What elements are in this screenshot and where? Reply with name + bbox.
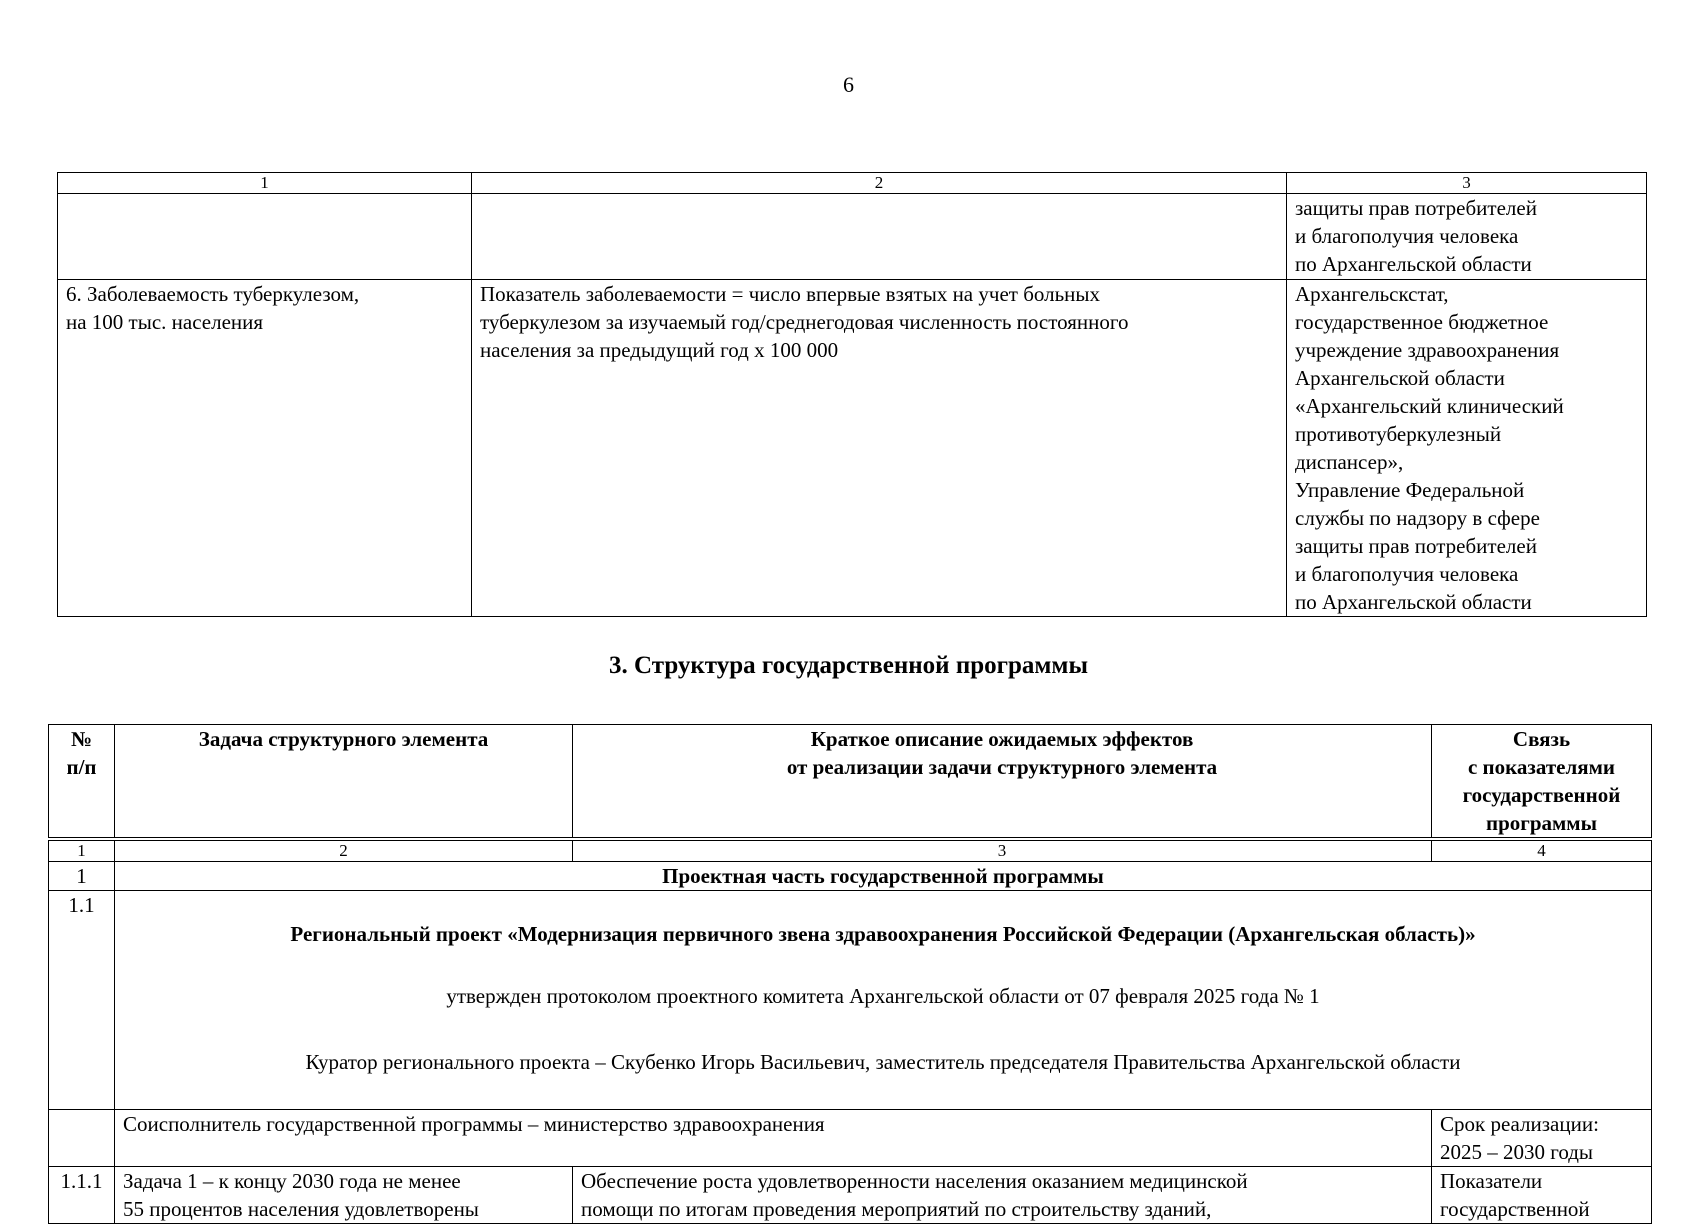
column-number: 3 [1287, 173, 1647, 194]
row-number: 1.1 [49, 891, 115, 1110]
coexecutor-cell: Соисполнитель государственной программы – министерство здравоохранения [115, 1110, 1432, 1167]
method-cell [472, 194, 1287, 280]
regional-project-curator: Куратор регионального проекта – Скубенко Игорь Васильевич, заместитель председателя Правительства Архангельской области [305, 1050, 1461, 1074]
page-number: 6 [843, 72, 854, 97]
column-number: 2 [115, 841, 573, 862]
column-number: 2 [472, 173, 1287, 194]
indicators-table-continued [57, 172, 1647, 617]
regional-project-row [49, 891, 1652, 1110]
regional-project-title: Региональный проект «Модернизация первичного звена здравоохранения Российской Федерации (Архангельская область)» [290, 922, 1476, 946]
header-effects: Краткое описание ожидаемых эффектов от реализации задачи структурного элемента [573, 725, 1432, 838]
empty-cell [49, 1110, 115, 1167]
coexecutor-row [49, 1110, 1652, 1167]
header-row [49, 725, 1652, 838]
column-number: 1 [58, 173, 472, 194]
row-number: 1 [49, 862, 115, 891]
link-cell: Показатели государственной [1432, 1167, 1652, 1224]
header-task: Задача структурного элемента [115, 725, 573, 838]
row-number: 1.1.1 [49, 1167, 115, 1224]
indicator-cell [58, 194, 472, 280]
project-part-title: Проектная часть государственной программы [115, 862, 1652, 891]
header-num: № п/п [49, 725, 115, 838]
source-cell: Архангельскстат, государственное бюджетное учреждение здравоохранения Архангельской области «Архангельский клинический противотуберкулезный диспансер», Управление Федеральной службы по надзору в сфере защиты прав потребителей и благополучия человека по Архангельской области [1287, 280, 1647, 617]
indicator-cell: 6. Заболеваемость туберкулезом, на 100 тыс. населения [58, 280, 472, 617]
section-heading: 3. Структура государственной программы [609, 652, 1088, 679]
regional-project-approved: утвержден протоколом проектного комитета Архангельской области от 07 февраля 2025 года № 1 [446, 984, 1320, 1008]
column-number: 4 [1432, 841, 1652, 862]
column-numbers-row [58, 173, 1647, 194]
effects-cell: Обеспечение роста удовлетворенности населения оказанием медицинской помощи по итогам проведения мероприятий по строительству зданий, [573, 1167, 1432, 1224]
header-link: Связь с показателями государственной программы [1432, 725, 1652, 838]
task-cell: Задача 1 – к концу 2030 года не менее 55 процентов населения удовлетворены [115, 1167, 573, 1224]
table-row [58, 280, 1647, 617]
column-number: 1 [49, 841, 115, 862]
regional-project-cell [115, 891, 1652, 1110]
structure-table [48, 840, 1652, 1224]
structure-table-header [48, 724, 1652, 838]
column-numbers-row [49, 841, 1652, 862]
table-row [58, 194, 1647, 280]
term-cell: Срок реализации: 2025 – 2030 годы [1432, 1110, 1652, 1167]
column-number: 3 [573, 841, 1432, 862]
project-part-row [49, 862, 1652, 891]
source-cell: защиты прав потребителей и благополучия человека по Архангельской области [1287, 194, 1647, 280]
method-cell: Показатель заболеваемости = число впервые взятых на учет больных туберкулезом за изучаемый год/среднегодовая численность постоянного населения за предыдущий год х 100 000 [472, 280, 1287, 617]
task-row [49, 1167, 1652, 1224]
